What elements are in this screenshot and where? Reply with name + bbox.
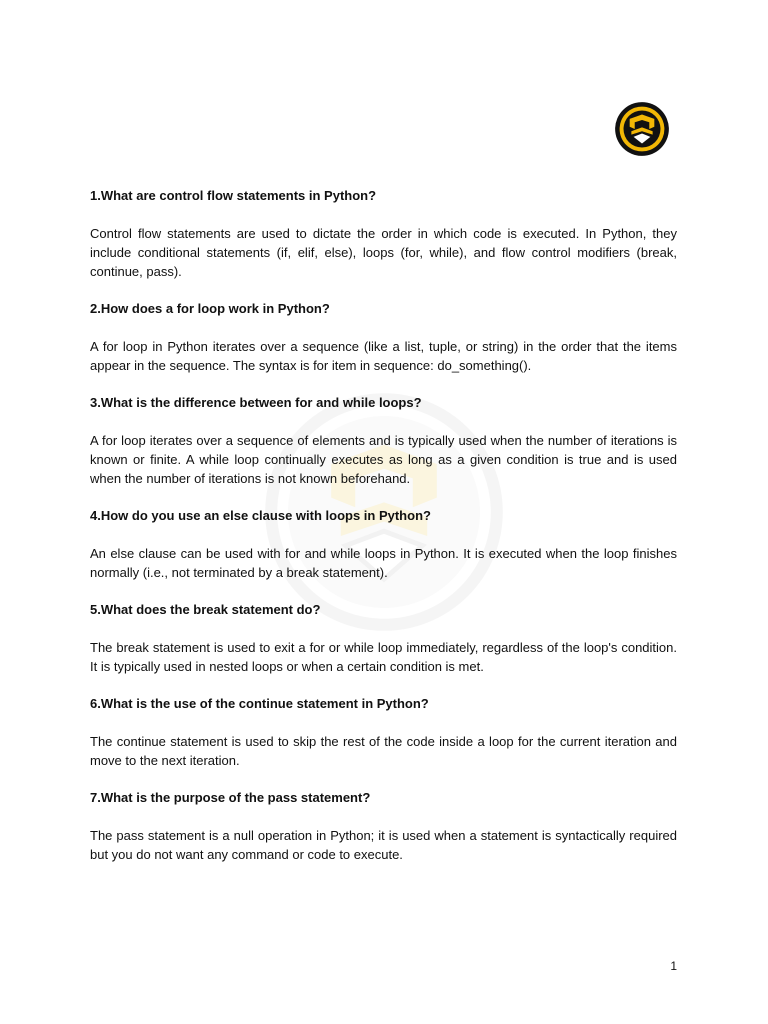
qa-item <box>90 600 677 676</box>
qa-item <box>90 299 677 375</box>
answer-paragraph: The pass statement is a null operation in Python; it is used when a statement is syntactically required but you do not want any command or code to execute. <box>90 828 677 862</box>
question-heading: 6.What is the use of the continue statement in Python? <box>90 696 429 711</box>
qa-item <box>90 694 677 770</box>
answer-paragraph: The continue statement is used to skip the rest of the code inside a loop for the current iteration and move to the next iteration. <box>90 734 677 768</box>
brand-logo-icon <box>614 101 670 157</box>
answer-paragraph: An else clause can be used with for and while loops in Python. It is executed when the loop finishes normally (i.e., not terminated by a break statement). <box>90 546 677 580</box>
question-heading: 7.What is the purpose of the pass statement? <box>90 790 371 805</box>
answer-paragraph: Control flow statements are used to dictate the order in which code is executed. In Python, they include conditional statements (if, elif, else), loops (for, while), and flow control modifiers (break, continue, pass). <box>90 226 677 279</box>
qa-list <box>90 186 677 882</box>
answer-paragraph: A for loop iterates over a sequence of elements and is typically used when the number of iterations is known or finite. A while loop continually executes as long as a given condition is true and is used when the number of iterations is not known beforehand. <box>90 433 677 486</box>
qa-item <box>90 788 677 864</box>
answer-paragraph: The break statement is used to exit a for or while loop immediately, regardless of the loop's condition. It is typically used in nested loops or when a certain condition is met. <box>90 640 677 674</box>
page-number: 1 <box>670 959 677 973</box>
qa-item <box>90 506 677 582</box>
question-heading: 3.What is the difference between for and while loops? <box>90 395 422 410</box>
question-heading: 1.What are control flow statements in Python? <box>90 188 377 203</box>
question-heading: 4.How do you use an else clause with loops in Python? <box>90 508 431 523</box>
question-heading: 5.What does the break statement do? <box>90 602 321 617</box>
qa-item <box>90 393 677 488</box>
answer-paragraph: A for loop in Python iterates over a sequence (like a list, tuple, or string) in the order that the items appear in the sequence. The syntax is for item in sequence: do_something(). <box>90 339 677 373</box>
question-heading: 2.How does a for loop work in Python? <box>90 301 330 316</box>
qa-item <box>90 186 677 281</box>
